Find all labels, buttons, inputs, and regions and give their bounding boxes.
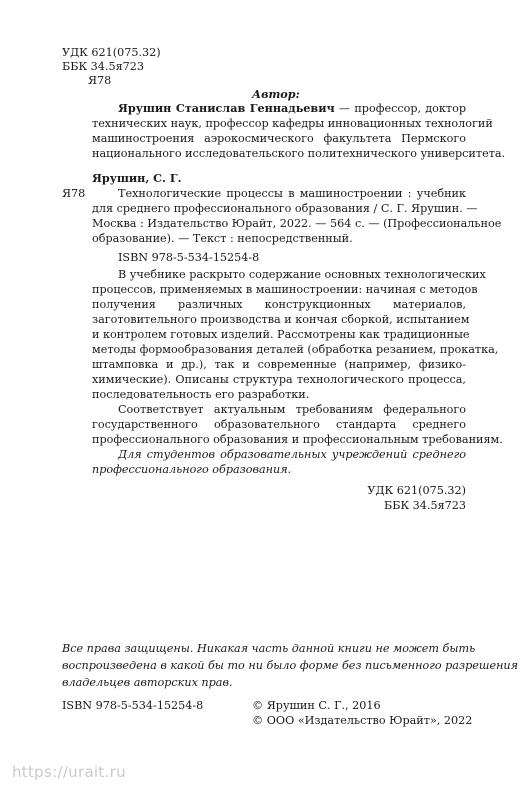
abstract-p1-line-6: методы формообразования деталей (обработка резанием, прокатка,: [92, 343, 499, 356]
udk-code-top: УДК 621(075.32): [62, 46, 161, 59]
record-author: Ярушин, С. Г.: [92, 171, 182, 185]
abstract-p2-line-2: государственного образовательного стандарта среднего: [92, 418, 466, 431]
copyright-author: © Ярушин С. Г., 2016: [252, 699, 381, 712]
abstract-p3-line-1: Для студентов образовательных учреждений среднего: [118, 448, 466, 461]
record-mark: Я78: [62, 187, 86, 200]
abstract-p1-line-1: В учебнике раскрыто содержание основных технологических: [118, 268, 486, 281]
rights-line-2: воспроизведена в какой бы то ни было форме без письменного разрешения: [62, 659, 519, 672]
abstract-p1-line-3: получения различных конструкционных материалов,: [92, 298, 466, 311]
record-desc-2: для среднего профессионального образования / С. Г. Ярушин. —: [92, 202, 478, 215]
abstract-p1-line-7: штамповка и др.), так и современные (например, физико-: [92, 358, 466, 371]
footer-isbn: ISBN 978-5-534-15254-8: [62, 699, 204, 712]
abstract-p1-line-5: и контролем готовых изделий. Рассмотрены как традиционные: [92, 328, 470, 341]
abstract-p1-line-4: заготовительного производства и кончая сборкой, испытанием: [92, 313, 470, 326]
rights-line-1: Все права защищены. Никакая часть данной книги не может быть: [62, 642, 476, 655]
author-mark-top: Я78: [88, 74, 112, 87]
author-line-4: национального исследовательского политехнического университета.: [92, 147, 506, 160]
record-desc-1: Технологические процессы в машиностроении : учебник: [118, 187, 466, 200]
abstract-p2-line-1: Соответствует актуальным требованиям федерального: [118, 403, 466, 416]
copyright-publisher: © ООО «Издательство Юрайт», 2022: [252, 714, 473, 727]
rights-line-3: владельцев авторских прав.: [62, 676, 233, 689]
author-name: Ярушин Станислав Геннадьевич: [118, 101, 335, 115]
abstract-p3-line-2: профессионального образования.: [92, 463, 292, 476]
watermark-url: https://urait.ru: [12, 763, 126, 781]
author-line-1: [118, 102, 466, 115]
udk-code-bottom: УДК 621(075.32): [367, 484, 466, 497]
bbk-code-bottom: ББК 34.5я723: [384, 499, 466, 512]
record-isbn: ISBN 978-5-534-15254-8: [118, 251, 260, 264]
bbk-code-top: ББК 34.5я723: [62, 60, 144, 73]
author-title: — профессор, доктор: [338, 102, 466, 115]
abstract-p2-line-3: профессионального образования и профессиональным требованиям.: [92, 433, 503, 446]
author-line-2: технических наук, профессор кафедры инновационных технологий: [92, 117, 493, 130]
abstract-p1-line-2: процессов, применяемых в машиностроении: начиная с методов: [92, 283, 478, 296]
abstract-p1-line-8: химические). Описаны структура технологического процесса,: [92, 373, 466, 386]
record-desc-3: Москва : Издательство Юрайт, 2022. — 564 с. — (Профессиональное: [92, 217, 502, 230]
author-heading: Автор:: [252, 87, 300, 101]
author-line-3: машиностроения аэрокосмического факультета Пермского: [92, 132, 466, 145]
record-desc-4: образование). — Текст : непосредственный.: [92, 232, 353, 245]
abstract-p1-line-9: последовательность его разработки.: [92, 388, 310, 401]
